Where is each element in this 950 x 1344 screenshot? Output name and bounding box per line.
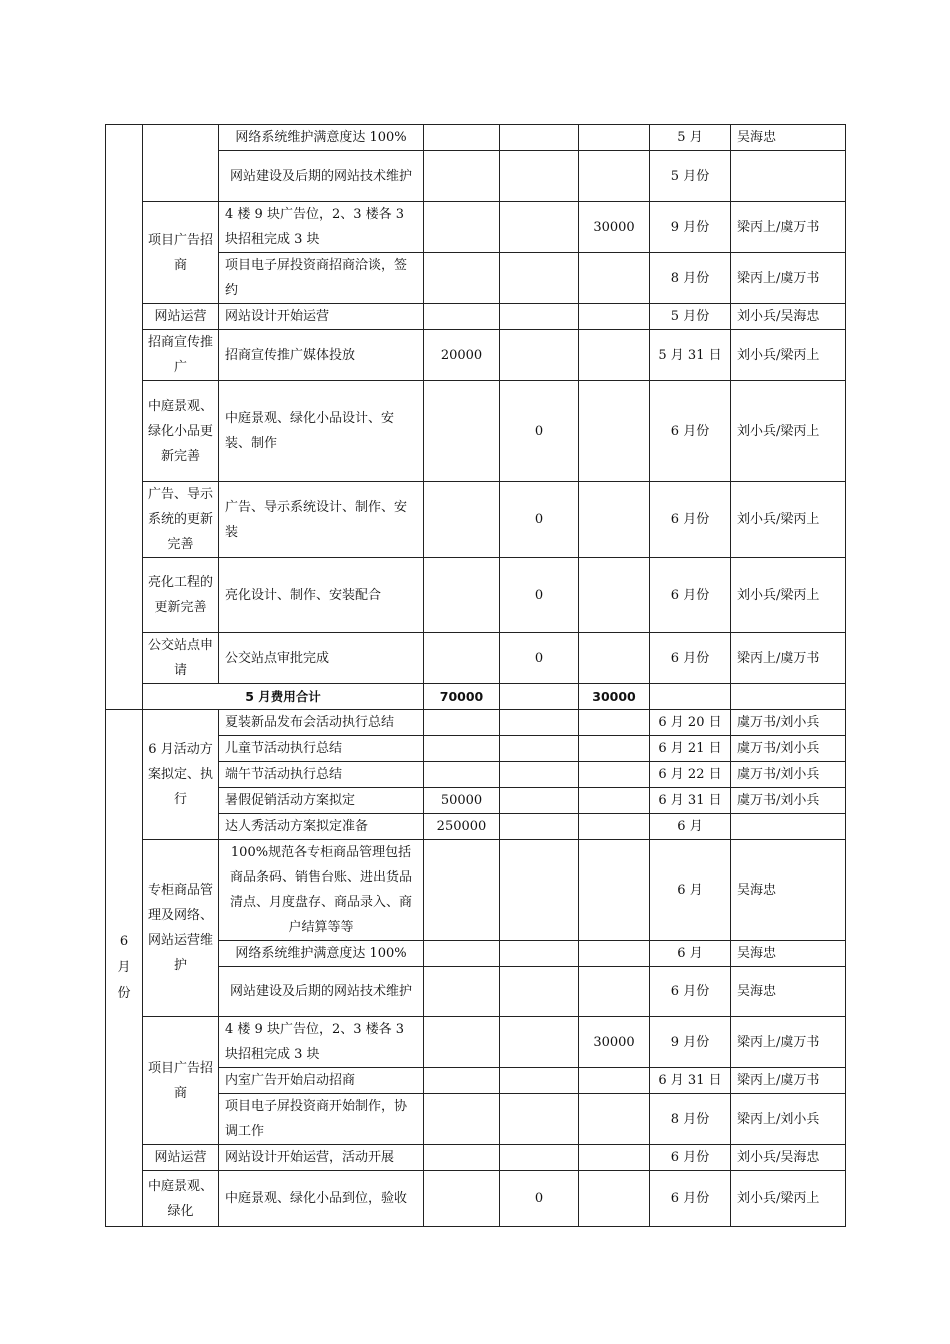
category-cell: 亮化工程的更新完善	[143, 558, 219, 633]
table-row	[106, 558, 846, 633]
owner-cell	[731, 814, 846, 840]
cost1-cell	[424, 840, 500, 941]
date-cell: 6 月	[650, 840, 731, 941]
owner-cell: 梁丙上/虞万书	[731, 633, 846, 684]
table-row	[106, 710, 846, 736]
owner-cell: 梁丙上/虞万书	[731, 1068, 846, 1094]
cost1-cell	[424, 381, 500, 482]
cost3-cell	[579, 1145, 650, 1171]
table-row	[106, 202, 846, 253]
owner-cell: 虞万书/刘小兵	[731, 788, 846, 814]
task-cell: 广告、导示系统设计、制作、安装	[219, 482, 424, 558]
cost1-cell	[424, 558, 500, 633]
cost2-cell	[500, 684, 579, 710]
owner-cell	[731, 151, 846, 202]
date-cell: 6 月份	[650, 482, 731, 558]
task-cell: 4 楼 9 块广告位，2、3 楼各 3 块招租完成 3 块	[219, 202, 424, 253]
owner-cell: 虞万书/刘小兵	[731, 736, 846, 762]
date-cell: 6 月份	[650, 967, 731, 1017]
owner-cell: 虞万书/刘小兵	[731, 762, 846, 788]
date-cell: 5 月份	[650, 304, 731, 330]
cost2-cell	[500, 762, 579, 788]
task-cell: 4 楼 9 块广告位，2、3 楼各 3 块招租完成 3 块	[219, 1017, 424, 1068]
cost2-cell	[500, 736, 579, 762]
date-cell: 6 月份	[650, 381, 731, 482]
cost2-cell: 0	[500, 633, 579, 684]
date-cell: 6 月	[650, 941, 731, 967]
owner-cell: 梁丙上/虞万书	[731, 253, 846, 304]
cost2-cell: 0	[500, 558, 579, 633]
cost1-cell	[424, 1171, 500, 1227]
cost1-cell	[424, 1068, 500, 1094]
cost3-cell	[579, 762, 650, 788]
task-cell: 内室广告开始启动招商	[219, 1068, 424, 1094]
month-cell	[106, 710, 143, 1227]
cost1-cell	[424, 1017, 500, 1068]
cost2-cell	[500, 304, 579, 330]
month-label: 6月份	[117, 934, 131, 1001]
cost3-cell	[579, 558, 650, 633]
table-row	[106, 840, 846, 941]
cost2-cell	[500, 330, 579, 381]
cost3-cell	[579, 125, 650, 151]
table-row	[106, 125, 846, 151]
table-row	[106, 1145, 846, 1171]
task-cell: 招商宣传推广媒体投放	[219, 330, 424, 381]
task-cell: 项目电子屏投资商开始制作，协调工作	[219, 1094, 424, 1145]
date-cell: 5 月 31 日	[650, 330, 731, 381]
cost1-cell: 70000	[424, 684, 500, 710]
task-cell: 网站设计开始运营，活动开展	[219, 1145, 424, 1171]
cost1-cell	[424, 482, 500, 558]
date-cell: 9 月份	[650, 1017, 731, 1068]
cost3-cell	[579, 941, 650, 967]
date-cell: 9 月份	[650, 202, 731, 253]
cost2-cell	[500, 941, 579, 967]
cost3-cell	[579, 840, 650, 941]
date-cell: 5 月	[650, 125, 731, 151]
task-cell: 端午节活动执行总结	[219, 762, 424, 788]
owner-cell: 梁丙上/虞万书	[731, 1017, 846, 1068]
table-row	[106, 1171, 846, 1227]
cost1-cell	[424, 125, 500, 151]
task-cell: 中庭景观、绿化小品设计、安装、制作	[219, 381, 424, 482]
cost2-cell	[500, 151, 579, 202]
cost3-cell	[579, 151, 650, 202]
cost2-cell: 0	[500, 381, 579, 482]
cost3-cell	[579, 253, 650, 304]
cost3-cell: 30000	[579, 684, 650, 710]
task-cell: 夏装新品发布会活动执行总结	[219, 710, 424, 736]
date-cell: 6 月	[650, 814, 731, 840]
owner-cell: 吴海忠	[731, 125, 846, 151]
category-cell	[143, 125, 219, 202]
task-cell: 网站建设及后期的网站技术维护	[219, 967, 424, 1017]
cost1-cell: 20000	[424, 330, 500, 381]
cost2-cell	[500, 1068, 579, 1094]
category-cell: 6 月活动方案拟定、执行	[143, 710, 219, 840]
cost1-cell	[424, 736, 500, 762]
date-cell: 6 月 22 日	[650, 762, 731, 788]
cost3-cell	[579, 736, 650, 762]
cost1-cell	[424, 967, 500, 1017]
cost1-cell	[424, 202, 500, 253]
task-cell: 暑假促销活动方案拟定	[219, 788, 424, 814]
task-cell: 网站建设及后期的网站技术维护	[219, 151, 424, 202]
owner-cell: 吴海忠	[731, 967, 846, 1017]
cost3-cell	[579, 1171, 650, 1227]
cost1-cell	[424, 253, 500, 304]
cost3-cell	[579, 482, 650, 558]
category-cell: 中庭景观、绿化	[143, 1171, 219, 1227]
category-cell: 中庭景观、绿化小品更新完善	[143, 381, 219, 482]
date-cell: 6 月份	[650, 1171, 731, 1227]
task-cell: 100%规范各专柜商品管理包括商品条码、销售台账、进出货品清点、月度盘存、商品录入、商户结算等等	[219, 840, 424, 941]
owner-cell: 刘小兵/梁丙上	[731, 1171, 846, 1227]
task-cell: 网络系统维护满意度达 100%	[219, 941, 424, 967]
date-cell	[650, 684, 731, 710]
cost2-cell	[500, 1017, 579, 1068]
cost2-cell	[500, 1094, 579, 1145]
owner-cell	[731, 684, 846, 710]
date-cell: 6 月 20 日	[650, 710, 731, 736]
owner-cell: 虞万书/刘小兵	[731, 710, 846, 736]
month-cell	[106, 125, 143, 710]
cost3-cell	[579, 1094, 650, 1145]
owner-cell: 梁丙上/虞万书	[731, 202, 846, 253]
date-cell: 6 月份	[650, 558, 731, 633]
owner-cell: 刘小兵/吴海忠	[731, 304, 846, 330]
date-cell: 5 月份	[650, 151, 731, 202]
owner-cell: 刘小兵/梁丙上	[731, 381, 846, 482]
category-cell: 网站运营	[143, 1145, 219, 1171]
cost2-cell	[500, 814, 579, 840]
cost1-cell	[424, 710, 500, 736]
cost3-cell: 30000	[579, 1017, 650, 1068]
cost1-cell	[424, 633, 500, 684]
owner-cell: 刘小兵/梁丙上	[731, 482, 846, 558]
table-row	[106, 1017, 846, 1068]
category-cell: 公交站点申请	[143, 633, 219, 684]
date-cell: 6 月 31 日	[650, 788, 731, 814]
cost1-cell	[424, 151, 500, 202]
owner-cell: 吴海忠	[731, 941, 846, 967]
cost3-cell	[579, 788, 650, 814]
cost3-cell	[579, 1068, 650, 1094]
task-cell: 儿童节活动执行总结	[219, 736, 424, 762]
date-cell: 8 月份	[650, 1094, 731, 1145]
cost2-cell	[500, 710, 579, 736]
category-cell: 项目广告招商	[143, 1017, 219, 1145]
cost1-cell	[424, 1145, 500, 1171]
category-cell: 项目广告招商	[143, 202, 219, 304]
table-row	[106, 304, 846, 330]
cost2-cell	[500, 253, 579, 304]
cost1-cell	[424, 762, 500, 788]
cost2-cell	[500, 125, 579, 151]
cost1-cell: 250000	[424, 814, 500, 840]
cost3-cell	[579, 967, 650, 1017]
table-row	[106, 633, 846, 684]
cost3-cell	[579, 304, 650, 330]
category-cell: 专柜商品管理及网络、网站运营维护	[143, 840, 219, 1017]
owner-cell: 梁丙上/刘小兵	[731, 1094, 846, 1145]
cost3-cell	[579, 814, 650, 840]
cost2-cell	[500, 967, 579, 1017]
date-cell: 6 月 31 日	[650, 1068, 731, 1094]
date-cell: 6 月份	[650, 1145, 731, 1171]
owner-cell: 吴海忠	[731, 840, 846, 941]
subtotal-label: 5 月费用合计	[143, 684, 424, 710]
table-row	[106, 381, 846, 482]
table-row	[106, 482, 846, 558]
owner-cell: 刘小兵/吴海忠	[731, 1145, 846, 1171]
cost1-cell	[424, 1094, 500, 1145]
task-cell: 亮化设计、制作、安装配合	[219, 558, 424, 633]
table-row	[106, 330, 846, 381]
task-cell: 中庭景观、绿化小品到位，验收	[219, 1171, 424, 1227]
plan-table	[105, 124, 846, 1227]
cost1-cell: 50000	[424, 788, 500, 814]
cost3-cell: 30000	[579, 202, 650, 253]
cost2-cell	[500, 788, 579, 814]
category-cell: 招商宣传推广	[143, 330, 219, 381]
cost1-cell	[424, 304, 500, 330]
date-cell: 6 月 21 日	[650, 736, 731, 762]
task-cell: 网络系统维护满意度达 100%	[219, 125, 424, 151]
date-cell: 8 月份	[650, 253, 731, 304]
owner-cell: 刘小兵/梁丙上	[731, 330, 846, 381]
category-cell: 广告、导示系统的更新完善	[143, 482, 219, 558]
cost3-cell	[579, 710, 650, 736]
cost3-cell	[579, 633, 650, 684]
task-cell: 网站设计开始运营	[219, 304, 424, 330]
cost2-cell	[500, 840, 579, 941]
cost2-cell	[500, 202, 579, 253]
subtotal-row	[106, 684, 846, 710]
task-cell: 公交站点审批完成	[219, 633, 424, 684]
date-cell: 6 月份	[650, 633, 731, 684]
category-cell: 网站运营	[143, 304, 219, 330]
cost2-cell: 0	[500, 1171, 579, 1227]
owner-cell: 刘小兵/梁丙上	[731, 558, 846, 633]
task-cell: 项目电子屏投资商招商洽谈，签约	[219, 253, 424, 304]
cost3-cell	[579, 330, 650, 381]
cost2-cell: 0	[500, 482, 579, 558]
cost3-cell	[579, 381, 650, 482]
cost1-cell	[424, 941, 500, 967]
cost2-cell	[500, 1145, 579, 1171]
task-cell: 达人秀活动方案拟定准备	[219, 814, 424, 840]
